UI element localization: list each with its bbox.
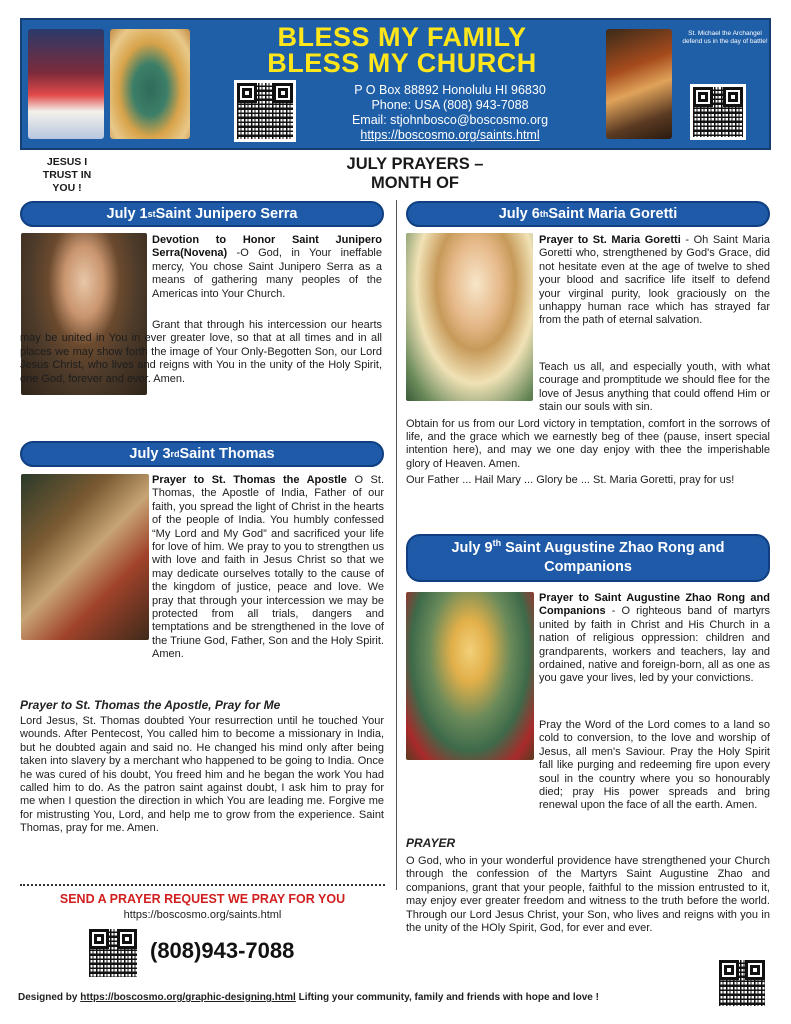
footer-link[interactable]: https://boscosmo.org/graphic-designing.html xyxy=(80,992,296,1003)
goretti-text: Prayer to St. Maria Goretti - Oh Saint Maria Goretti who, strengthened by God's Grace, did not hesitate even at the age of twelve to shed your blood and sacrifice life itself to defend your virginal purity, look graciously on the unhappy human race which has strayed far from the path of eternal salvation. xyxy=(539,234,770,327)
dotted-separator xyxy=(20,884,385,886)
qr-code-icon[interactable] xyxy=(690,84,746,140)
st-michael-image xyxy=(606,29,672,139)
serra-text-wrap: Devotion to Honor Saint Junipero Serra(Novena) -O God, in Your ineffable mercy, You chose Saint Junipero Serra as a means of gathering many peoples of the Americas into Your Church. xyxy=(152,234,382,300)
section-header-goretti: July 6 th Saint Maria Goretti xyxy=(406,201,770,227)
column-divider xyxy=(396,200,397,890)
qr-code-icon[interactable] xyxy=(716,957,768,1009)
zhao-text-2: Pray the Word of the Lord comes to a land so cold to conversion, to the love and worship of Jesus, all men's Saviour. Pray the Holy Spirit fall like purging and redeeming fire upon every soul in the country where you so honourably died; pray His power spreads and bring renewal upon the face of all the earth. Amen. xyxy=(539,719,770,812)
thomas-text: Prayer to St. Thomas the Apostle O St. Thomas, the Apostle of India, Father of our faith, you spread the light of Christ in the hearts of the people of India. You humbly confessed “My Lord and My God” and sacrificed your life for love of him. We pray to you to strengthen us with love and faith in Jesus Christ so that we may dedicate ourselves totally to the cause of the kingdom of justice, peace and love. We pray that through your intercession we may be protected from all trials, dangers and temptations and be strengthened in the love of the Triune God, Father, Son and the Holy Spirit. Amen. xyxy=(152,474,384,661)
phone: Phone: USA (808) 943-7088 xyxy=(371,98,529,112)
goretti-text-2: Teach us all, and especially youth, with what courage and promptitude we should flee for the love of Jesus anything that could offend Him or stain our souls with sin. Obtain for us from our Lord victory in temptation, comfort in the sorrows of life, and the grace which we earnestly beg of thee (pause, insert special intention here), and may we one day enjoy with thee the imperishable glory of Heaven. Amen. Our Father ... Hail Mary ... Glory be ... St. Maria Goretti, pray for us! xyxy=(406,361,770,487)
divine-mercy-image xyxy=(28,29,104,139)
qr-code-icon[interactable] xyxy=(234,80,296,142)
prayer-url[interactable]: https://boscosmo.org/saints.html xyxy=(123,909,282,921)
address: P O Box 88892 Honolulu HI 96830 xyxy=(354,83,546,97)
zhao-text: Prayer to Saint Augustine Zhao Rong and Companions - O righteous band of martyrs united by faith in Christ and His Church in a nation of religious oppression: children and grandparents, workers and teachers, lay and ordained, native and foreign-born, all as one as you gave your lives, led by your convictions. xyxy=(539,592,770,685)
header-contact xyxy=(300,83,600,143)
serra-text-full: Grant that through his intercession our hearts may be united in You in ever greater love, so that at all times and in all places we may show forth the image of Your Only-Begotten Son, our Lord Jesus Christ, who lives and reigns with You in the unity of the Holy Spirit, one God, forever and ever. Amen. xyxy=(20,319,382,385)
prayer-request-link[interactable]: SEND A PRAYER REQUEST WE PRAY FOR YOU xyxy=(59,892,346,906)
footer: Designed by https://boscosmo.org/graphic-designing.html Lifting your community, family and friends with hope and love ! xyxy=(18,992,599,1003)
section-header-thomas: July 3 rd Saint Thomas xyxy=(20,441,384,467)
section-header-zhao: July 9th Saint Augustine Zhao Rong and Companions xyxy=(406,534,770,582)
our-lady-guadalupe-image xyxy=(110,29,190,139)
email[interactable]: Email: stjohnbosco@boscosmo.org xyxy=(351,113,549,127)
header-banner xyxy=(20,18,771,150)
st-michael-caption: St. Michael the Archangel defend us in the day of battle! xyxy=(682,30,768,45)
page-title: JULY PRAYERS – MONTH OF xyxy=(346,155,484,192)
zhao-prayer-heading: PRAYER xyxy=(406,836,456,850)
website-link[interactable]: https://boscosmo.org/saints.html xyxy=(360,128,540,142)
phone-number[interactable]: (808)943-7088 xyxy=(150,938,295,963)
section-header-serra: July 1 st Saint Junipero Serra xyxy=(20,201,384,227)
saint-thomas-portrait xyxy=(21,474,149,640)
qr-code-icon[interactable] xyxy=(86,926,140,980)
thomas-subheading: Prayer to St. Thomas the Apostle, Pray for Me xyxy=(20,698,281,712)
thomas-text-2: Lord Jesus, St. Thomas doubted Your resurrection until he touched Your wounds. After Pentecost, You called him to become a missionary in India, but he doubted again and said no. He changed his mind only after being taken into slavery by a merchant who happened to be going to India. Once he was cured of his doubt, You freed him and he began the work You had called him to do. As the patron saint against doubt, I ask him to pray for me when I question the direction in which You are leading me. Forgive me for mistrusting You, Lord, and help me to grow from the experience. Saint Thomas, pray for me. Amen. xyxy=(20,715,384,835)
jesus-trust-caption: JESUS I TRUST IN YOU ! xyxy=(42,156,92,194)
header-title: BLESS MY FAMILY BLESS MY CHURCH xyxy=(267,22,537,78)
zhao-prayer-text: O God, who in your wonderful providence have strengthened your Church through the confession of the Martyrs Saint Augustine Zhao and companions, grant that your people, faithful to the mission entrusted to it, may enjoy ever greater freedom and witness to the truth before the world. Through our Lord Jesus Christ, your Son, who lives and reigns with you in the unity of the HOly Spirit, God, for ever and ever. xyxy=(406,855,770,935)
